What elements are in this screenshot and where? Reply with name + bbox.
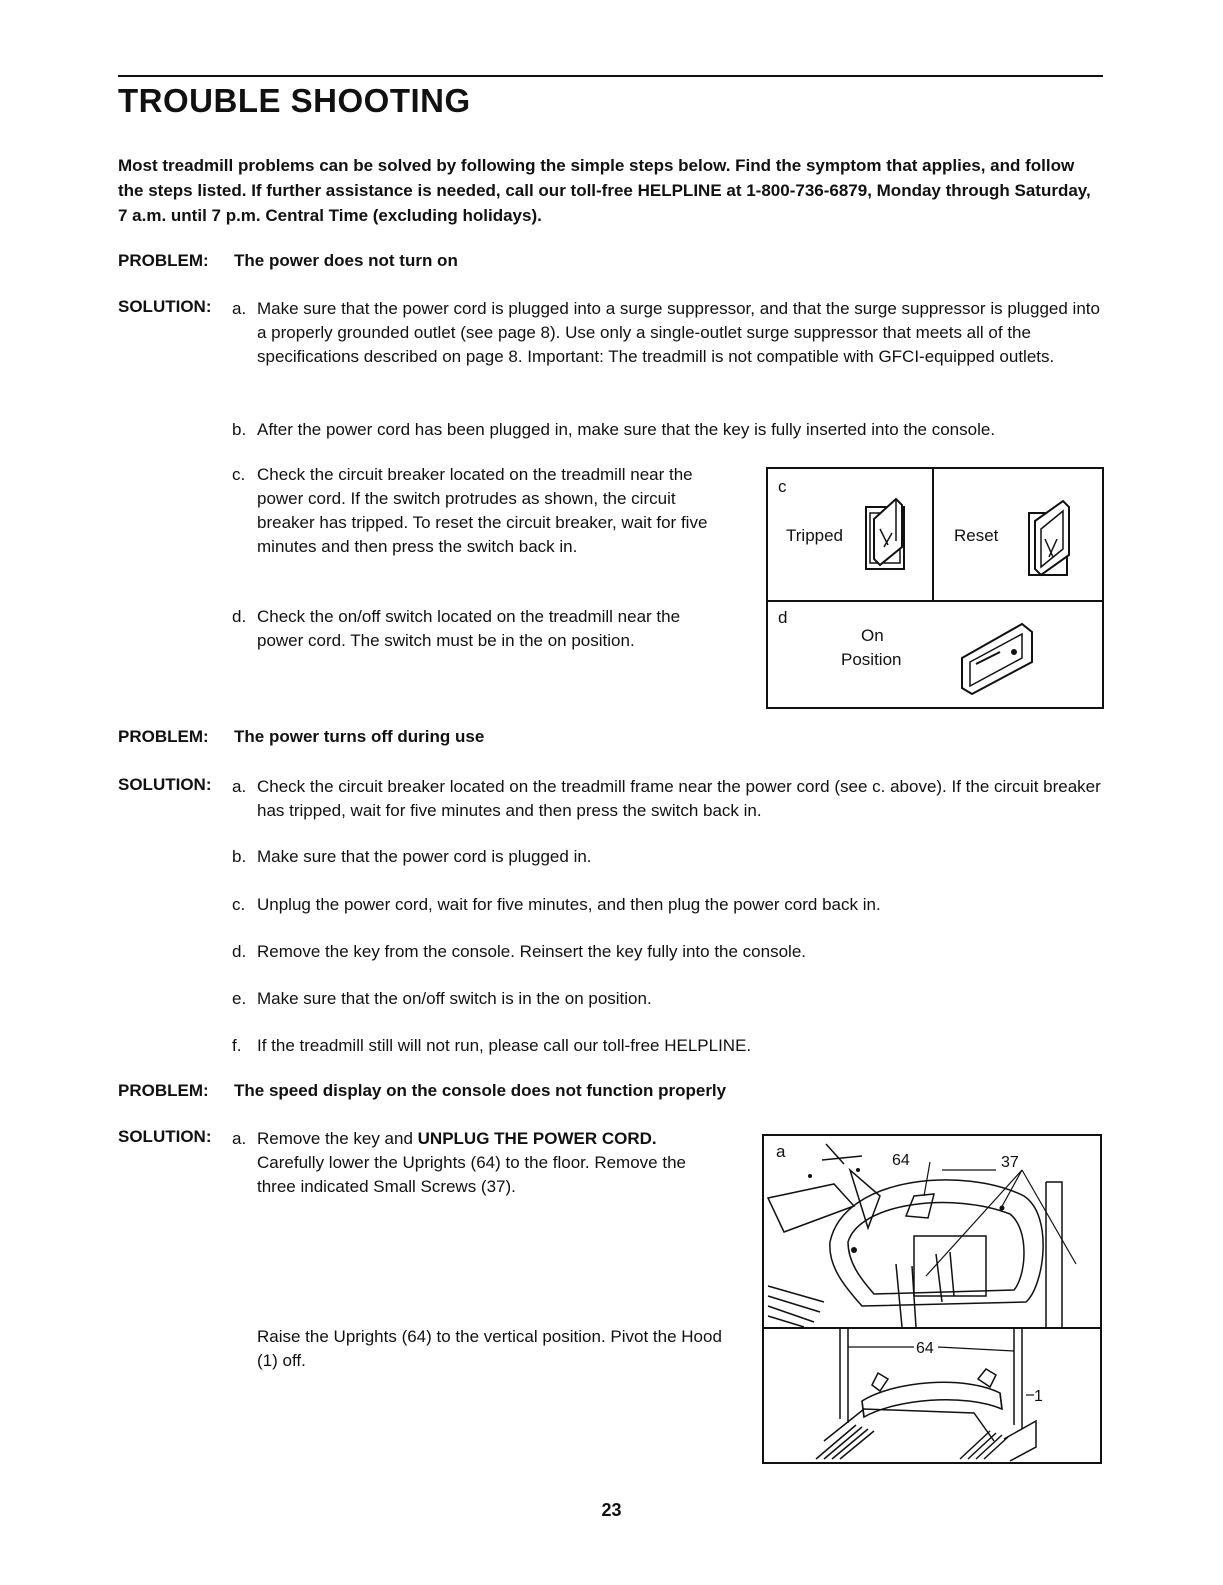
step-text: Make sure that the power cord is plugged in.: [257, 847, 592, 866]
step-2f: [232, 1034, 1102, 1058]
step-2a: [232, 775, 1102, 823]
step-2b: [232, 845, 1102, 869]
step-2c: [232, 893, 1102, 917]
callout-64-top: 64: [892, 1152, 910, 1169]
step-text: Make sure that the power cord is plugged into a surge suppressor, and that the surge suppressor is plugged into a properly grounded outlet (see page 8). Use only a single-outlet surge suppressor that meets all of the specifications described on page 8. Important: The treadmill is not compatible with GFCI-equipped outlets.: [257, 299, 1100, 366]
step-1b: [232, 418, 1102, 442]
step-letter: b.: [232, 847, 247, 866]
step-letter: e.: [232, 989, 247, 1008]
reset-label: Reset: [954, 526, 999, 545]
callout-1: 1: [1034, 1388, 1043, 1405]
step-letter: a.: [232, 1129, 247, 1148]
step-letter: b.: [232, 420, 247, 439]
treadmill-raised-illustration: [764, 1329, 1100, 1462]
step-letter: c.: [232, 465, 246, 484]
step-text: Unplug the power cord, wait for five minutes, and then plug the power cord back in.: [257, 895, 881, 914]
problem-title-1: The power does not turn on: [234, 251, 458, 270]
on-label: On: [861, 626, 884, 645]
solution-label-1: SOLUTION:: [118, 297, 212, 316]
solution-label-3: SOLUTION:: [118, 1127, 212, 1146]
step-3a: [232, 1127, 724, 1199]
breaker-figure: [766, 467, 1104, 709]
intro-paragraph: Most treadmill problems can be solved by following the simple steps below. Find the symptom that applies, and follow the steps listed. If further assistance is needed, call our toll-free HELPLINE at 1-800-736-6879, Monday through Saturday, 7 a.m. until 7 p.m. Central Time (excluding holidays).: [118, 156, 1091, 225]
problem-label-3: PROBLEM:: [118, 1081, 209, 1100]
figure-letter-d: d: [778, 608, 788, 627]
step-text: Check the circuit breaker located on the treadmill near the power cord. If the switch protrudes as shown, the circuit breaker has tripped. To reset the circuit breaker, wait for five minutes and then press the switch back in.: [257, 465, 708, 556]
reset-switch-icon: [1025, 495, 1075, 581]
page-number: 23: [601, 1500, 622, 1520]
step-text: Remove the key and UNPLUG THE POWER CORD. Carefully lower the Uprights (64) to the floor. Remove the three indicated Small Screws (37).: [257, 1129, 686, 1196]
step-text: Remove the key from the console. Reinsert the key fully into the console.: [257, 942, 806, 961]
tripped-switch-icon: [862, 485, 910, 577]
step-letter: a.: [232, 777, 247, 796]
step-3a-continued: [232, 1325, 724, 1373]
step-1d: [232, 605, 722, 653]
problem-label-1: PROBLEM:: [118, 251, 209, 270]
step-text: Check the circuit breaker located on the treadmill frame near the power cord (see c. above). If the circuit breaker has tripped, wait for five minutes and then press the switch back in.: [257, 777, 1101, 820]
page-title: TROUBLE SHOOTING: [118, 82, 471, 119]
problem-title-2: The power turns off during use: [234, 727, 485, 746]
step-2d: [232, 940, 1102, 964]
onoff-switch-icon: [956, 618, 1040, 698]
step-2e: [232, 987, 1102, 1011]
step-text: After the power cord has been plugged in, make sure that the key is fully inserted into the console.: [257, 420, 996, 439]
position-label: Position: [841, 650, 902, 669]
figure-letter-c: c: [778, 477, 787, 496]
step-text: If the treadmill still will not run, please call our toll-free HELPLINE.: [257, 1036, 752, 1055]
tripped-label: Tripped: [786, 526, 844, 545]
figure-letter-a: a: [776, 1142, 786, 1161]
step-letter: a.: [232, 299, 247, 318]
step-text: Raise the Uprights (64) to the vertical position. Pivot the Hood (1) off.: [257, 1327, 722, 1370]
figure-divider-horizontal: [768, 600, 1102, 602]
solution-label-2: SOLUTION:: [118, 775, 212, 794]
hood-figure: [762, 1134, 1102, 1464]
callout-64-bottom: 64: [916, 1340, 934, 1357]
step-letter: c.: [232, 895, 246, 914]
problem-title-3: The speed display on the console does not function properly: [234, 1081, 727, 1100]
treadmill-lowered-illustration: [764, 1136, 1100, 1327]
header-rule: [118, 75, 1103, 77]
callout-37: 37: [1001, 1154, 1019, 1171]
step-1c: [232, 463, 712, 559]
step-letter: d.: [232, 942, 247, 961]
step-letter: f.: [232, 1036, 242, 1055]
step-text: Check the on/off switch located on the treadmill near the power cord. The switch must be in the on position.: [257, 607, 681, 650]
problem-label-2: PROBLEM:: [118, 727, 209, 746]
figure-divider-vertical: [932, 469, 934, 600]
step-text: Make sure that the on/off switch is in the on position.: [257, 989, 652, 1008]
step-1a: [232, 297, 1102, 369]
step-letter: d.: [232, 607, 247, 626]
